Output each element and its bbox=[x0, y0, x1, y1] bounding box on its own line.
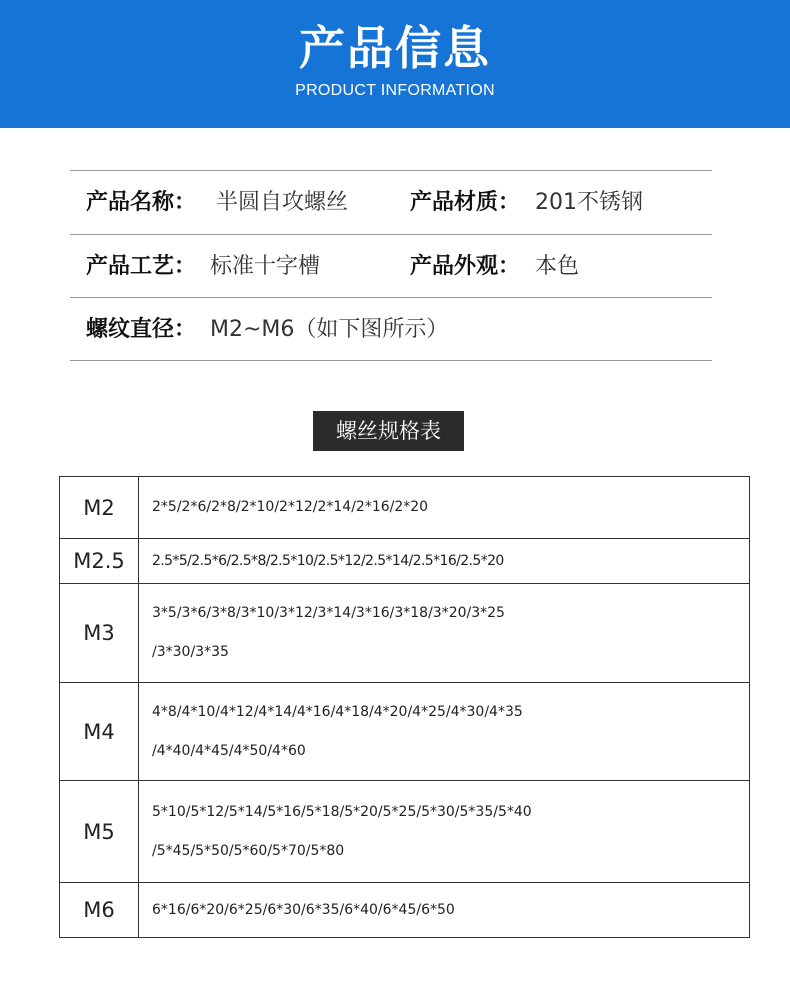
size-cell: M6 bbox=[60, 883, 139, 938]
page-title: 产品信息 bbox=[299, 21, 491, 75]
size-cell: M2.5 bbox=[60, 539, 139, 584]
screw-spec-table bbox=[59, 476, 750, 938]
info-row-process-appearance bbox=[70, 235, 712, 298]
page-subtitle: PRODUCT INFORMATION bbox=[295, 82, 495, 99]
table-row bbox=[60, 539, 750, 584]
thread-diameter-value: M2~M6（如下图所示） bbox=[210, 317, 449, 342]
lengths-cell bbox=[139, 539, 750, 584]
lengths-line: 5*10/5*12/5*14/5*16/5*18/5*20/5*25/5*30/5*35/5*40 bbox=[152, 803, 532, 820]
lengths-cell bbox=[139, 883, 750, 938]
lengths-line: 6*16/6*20/6*25/6*30/6*35/6*40/6*45/6*50 bbox=[152, 901, 455, 918]
product-process-label: 产品工艺： bbox=[86, 254, 197, 279]
size-cell: M4 bbox=[60, 683, 139, 781]
lengths-cell bbox=[139, 584, 750, 683]
lengths-cell bbox=[139, 477, 750, 539]
lengths-line: /3*30/3*35 bbox=[152, 644, 229, 660]
table-row bbox=[60, 584, 750, 683]
lengths-line: 2.5*5/2.5*6/2.5*8/2.5*10/2.5*12/2.5*14/2.5*16/2.5*20 bbox=[152, 552, 504, 569]
product-material-label: 产品材质： bbox=[410, 190, 521, 215]
info-row-name-material bbox=[70, 171, 712, 234]
thread-diameter-label: 螺纹直径： bbox=[86, 317, 197, 342]
product-appearance-label: 产品外观： bbox=[410, 254, 521, 279]
info-row-diameter bbox=[70, 298, 712, 361]
product-name-value: 半圆自攻螺丝 bbox=[216, 190, 349, 215]
header-banner bbox=[0, 0, 790, 128]
table-row bbox=[60, 781, 750, 883]
spec-table-title: 螺丝规格表 bbox=[313, 411, 464, 451]
size-cell: M5 bbox=[60, 781, 139, 883]
table-row bbox=[60, 477, 750, 539]
product-appearance-value: 本色 bbox=[535, 254, 580, 279]
table-row bbox=[60, 883, 750, 938]
table-row bbox=[60, 683, 750, 781]
product-material-value: 201不锈钢 bbox=[535, 190, 643, 215]
lengths-line: 2*5/2*6/2*8/2*10/2*12/2*14/2*16/2*20 bbox=[152, 499, 429, 515]
size-cell: M3 bbox=[60, 584, 139, 683]
size-cell: M2 bbox=[60, 477, 139, 539]
lengths-line: /4*40/4*45/4*50/4*60 bbox=[152, 742, 306, 759]
lengths-line: 4*8/4*10/4*12/4*14/4*16/4*18/4*20/4*25/4*30/4*35 bbox=[152, 703, 523, 720]
lengths-line: /5*45/5*50/5*60/5*70/5*80 bbox=[152, 842, 345, 859]
divider bbox=[70, 360, 712, 361]
product-process-value: 标准十字槽 bbox=[210, 254, 321, 279]
lengths-cell bbox=[139, 683, 750, 781]
product-name-label: 产品名称： bbox=[86, 190, 197, 215]
lengths-cell bbox=[139, 781, 750, 883]
lengths-line: 3*5/3*6/3*8/3*10/3*12/3*14/3*16/3*18/3*20/3*25 bbox=[152, 605, 505, 621]
